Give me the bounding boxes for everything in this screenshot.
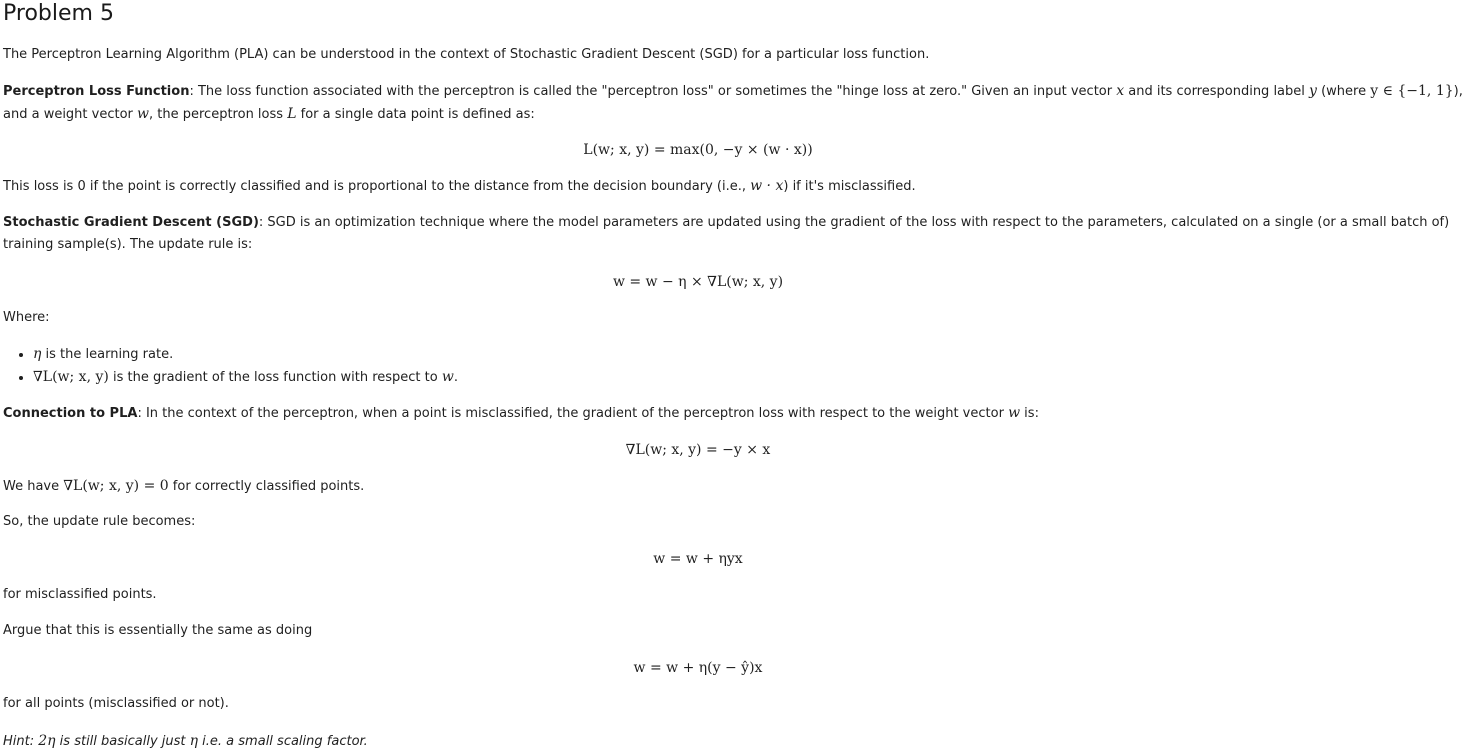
so-paragraph: So, the update rule becomes: bbox=[3, 514, 196, 529]
loss-note-paragraph: This loss is 0 if the point is correctly classified and is proportional to the distance from the decision boundary (i.e., w · x) if it's misclassified. bbox=[3, 178, 916, 194]
list-item: • ∇L(w; x, y) is the gradient of the loss function with respect to w. bbox=[33, 366, 458, 389]
eta-symbol: η bbox=[33, 346, 42, 362]
sgd-heading: Stochastic Gradient Descent (SGD) bbox=[3, 215, 259, 230]
pla-paragraph: Connection to PLA: In the context of the perceptron, when a point is misclassified, the gradient of the perceptron loss with respect to the weight vector w is: bbox=[3, 405, 1039, 421]
argue-paragraph: Argue that this is essentially the same as doing bbox=[3, 623, 313, 638]
y-symbol: y bbox=[1309, 83, 1317, 99]
L-symbol: L bbox=[287, 106, 297, 122]
loss-heading: Perceptron Loss Function bbox=[3, 84, 190, 99]
where-label: Where: bbox=[3, 310, 50, 325]
misclassified-paragraph: for misclassified points. bbox=[3, 587, 157, 602]
hint-paragraph: Hint: 2η is still basically just η i.e. a small scaling factor. bbox=[3, 733, 368, 749]
sgd-paragraph-line1: Stochastic Gradient Descent (SGD): SGD is an optimization technique where the model parameters are updated using the gradient of the loss with respect to the parameters, calculated on a single (or a small batch of) bbox=[3, 215, 1450, 230]
x-symbol: x bbox=[1116, 83, 1125, 99]
sgd-paragraph-line2: training sample(s). The update rule is: bbox=[3, 237, 253, 252]
w-symbol: w bbox=[1008, 405, 1021, 421]
intro-paragraph: The Perceptron Learning Algorithm (PLA) can be understood in the context of Stochastic Gradient Descent (SGD) for a particular loss function. bbox=[3, 47, 930, 62]
two-eta-expression: 2η bbox=[38, 733, 56, 749]
gradient-expression: ∇L(w; x, y) bbox=[33, 369, 109, 385]
pla-update-equation: w = w + ηyx bbox=[653, 551, 743, 567]
page-title: Problem 5 bbox=[3, 1, 114, 26]
sgd-update-equation: w = w − η × ∇L(w; x, y) bbox=[612, 274, 784, 290]
y-condition: y ∈ {−1, 1} bbox=[1370, 83, 1454, 99]
zero-gradient-expression: ∇L(w; x, y) = 0 bbox=[63, 478, 169, 494]
all-points-paragraph: for all points (misclassified or not). bbox=[3, 696, 229, 711]
gradient-equation: ∇L(w; x, y) = −y × x bbox=[625, 442, 771, 458]
eta-symbol: η bbox=[189, 733, 199, 749]
pla-heading: Connection to PLA bbox=[3, 406, 138, 421]
definitions-list bbox=[3, 343, 458, 389]
correct-paragraph: We have ∇L(w; x, y) = 0 for correctly classified points. bbox=[3, 478, 365, 494]
final-update-equation: w = w + η(y − ŷ)x bbox=[633, 660, 763, 676]
w-symbol: w bbox=[441, 369, 454, 385]
w-symbol: w bbox=[137, 106, 150, 122]
list-item: • η is the learning rate. bbox=[33, 343, 458, 366]
loss-equation: L(w; x, y) = max(0, −y × (w · x)) bbox=[583, 142, 813, 158]
w-dot-x-expression: w · x bbox=[750, 178, 784, 194]
loss-paragraph-line2: and a weight vector w, the perceptron loss L for a single data point is defined as: bbox=[3, 106, 535, 122]
loss-paragraph-line1: Perceptron Loss Function: The loss function associated with the perceptron is called the "perceptron loss" or sometimes the "hinge loss at zero." Given an input vector x and its corresponding label y (where y ∈ {−1, 1}), bbox=[3, 83, 1463, 99]
